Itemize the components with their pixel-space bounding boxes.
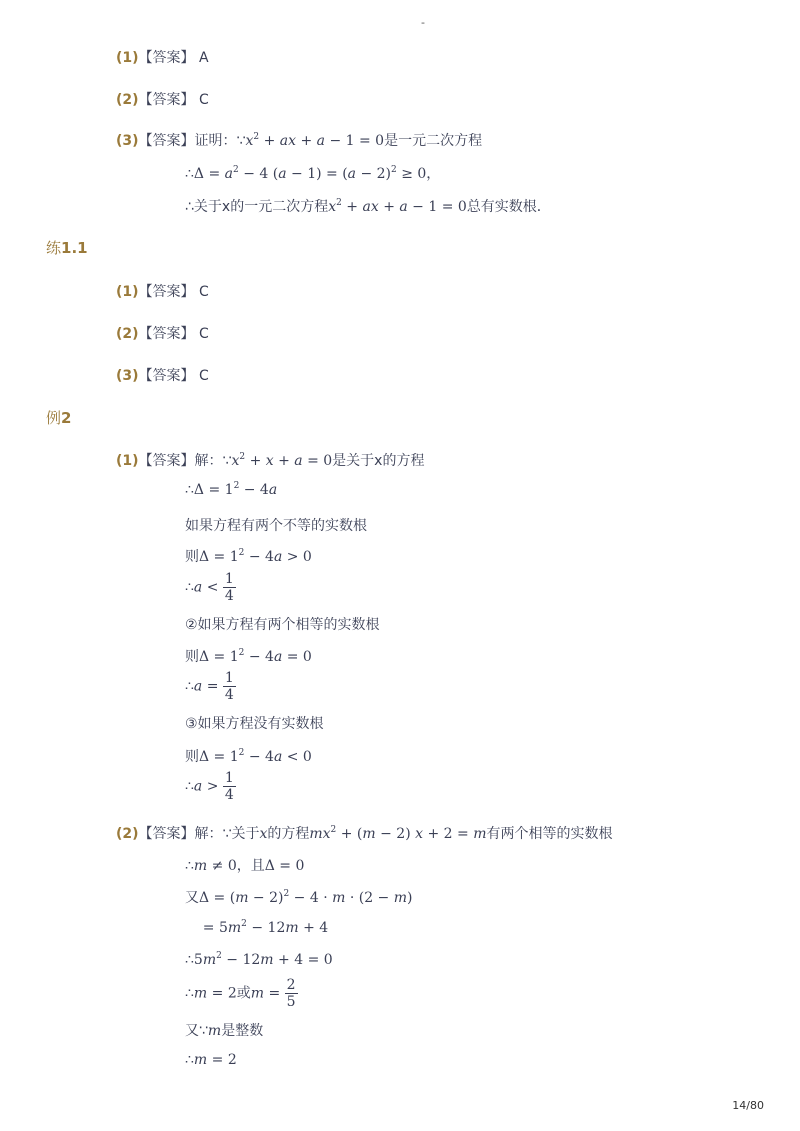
then-word: 则 <box>185 649 199 665</box>
equation: $mx^2 + (m - 2) x + 2 = m$ <box>309 825 487 842</box>
answer-1-1 <box>116 47 209 67</box>
question-number: (1) <box>116 50 139 66</box>
math-line: $\therefore 5m^2 - 12m + 4 = 0$ <box>185 951 333 968</box>
answer-value: C <box>199 326 209 342</box>
proof-prefix: 证明：∵ <box>194 133 246 149</box>
conclusion-line <box>185 196 551 216</box>
text-line: 又∵m是整数 <box>185 1023 264 1039</box>
math-line: 则$\Delta = 1^2 - 4a > 0$ <box>185 548 312 565</box>
answer-2-2 <box>116 323 209 343</box>
line-end: ， <box>426 166 441 182</box>
math-expression: ∴Δ = $a^2 - 4$ $(a - 1) = (a - 2)^2 \ge 0$ <box>185 165 427 182</box>
solution-mid: 的方程 <box>267 826 310 842</box>
fraction: $\frac{1}{4}$ <box>224 770 234 803</box>
conclusion-suffix: 总有实数根． <box>466 199 551 215</box>
then-word: 则 <box>185 549 199 565</box>
fraction: $\frac{2}{5}$ <box>286 977 296 1010</box>
page-number: 14/80 <box>732 1099 764 1112</box>
answer-1-3 <box>116 130 482 150</box>
solution-prefix: 解：∵关于 <box>194 826 260 842</box>
solution-suffix: 是关于x的方程 <box>332 453 425 469</box>
math-line: 则$\Delta = 1^2 - 4a = 0$ <box>185 648 312 665</box>
answer-tag: 【答案】 <box>138 50 195 66</box>
section-number: 2 <box>61 409 72 427</box>
question-number: (3) <box>116 368 139 384</box>
question-number: (2) <box>116 326 139 342</box>
text-line: 如果方程有两个不等的实数根 <box>185 518 367 534</box>
question-number: (3) <box>116 133 139 149</box>
discriminant-line <box>185 163 440 183</box>
math-line: ∴Δ = $1^2 - 4a$ <box>185 481 278 498</box>
math-line: ∴m = 2或m = $\frac{2}{5}$ <box>185 977 296 1010</box>
math-line: 则$\Delta = 1^2 - 4a < 0$ <box>185 748 312 765</box>
math-line: ∴a > $\frac{1}{4}$ <box>185 770 234 803</box>
math-line: 又$\Delta = (m - 2)^2 - 4 \cdot m \cdot (2 - m)$ <box>185 889 413 906</box>
answer-value: C <box>199 284 209 300</box>
answer-value: C <box>199 92 209 108</box>
solution-suffix: 有两个相等的实数根 <box>486 826 613 842</box>
equation: $x^2 + x + a = 0$ <box>231 452 333 469</box>
answer-2-3 <box>116 365 209 385</box>
question-number: (1) <box>116 284 139 300</box>
proof-suffix: 是一元二次方程 <box>384 133 483 149</box>
section-heading <box>46 237 88 258</box>
also-word: 又 <box>185 890 199 906</box>
answer-tag: 【答案】 <box>138 368 195 384</box>
integer-text: 是整数 <box>221 1023 264 1039</box>
question-number: (1) <box>116 453 139 469</box>
math-line: ∴m = 2 <box>185 1052 237 1068</box>
answer-3-1 <box>116 450 424 470</box>
math-line: ∴m ≠ 0，且Δ = 0 <box>185 858 305 874</box>
text-line: ②如果方程有两个相等的实数根 <box>185 617 380 633</box>
question-number: (2) <box>116 826 139 842</box>
section-prefix: 练 <box>46 239 62 257</box>
answer-tag: 【答案】 <box>138 284 195 300</box>
fraction: $\frac{1}{4}$ <box>224 670 234 703</box>
answer-tag: 【答案】 <box>138 326 195 342</box>
answer-value: A <box>199 50 209 66</box>
fraction: $\frac{1}{4}$ <box>224 571 234 604</box>
answer-3-2: (2)【答案】解：∵关于x的方程$mx^2 + (m - 2) x + 2 = m$有两个相等的实数根 <box>116 825 613 842</box>
solution-prefix: 解：∵ <box>194 453 232 469</box>
and-word: ，且 <box>236 858 265 874</box>
question-number: (2) <box>116 92 139 108</box>
equation: $x^2$ + ax + a − 1 = 0 <box>328 198 467 215</box>
header-mark: - <box>421 16 425 29</box>
math-line: = $5m^2 - 12m + 4$ <box>185 919 329 936</box>
answer-tag: 【答案】 <box>138 92 195 108</box>
also-since: 又∵ <box>185 1023 208 1039</box>
answer-tag: 【答案】 <box>138 133 195 149</box>
section-heading <box>46 407 71 428</box>
section-prefix: 例 <box>46 409 62 427</box>
answer-2-1 <box>116 281 209 301</box>
answer-tag: 【答案】 <box>138 826 195 842</box>
equation: $x^2$ + ax + a − 1 = 0 <box>245 132 385 149</box>
answer-1-2 <box>116 89 209 109</box>
answer-value: C <box>199 368 209 384</box>
or-word: 或 <box>236 985 251 1002</box>
math-line: ∴a = $\frac{1}{4}$ <box>185 670 234 703</box>
answer-tag: 【答案】 <box>138 453 195 469</box>
math-line: ∴a < $\frac{1}{4}$ <box>185 571 234 604</box>
then-word: 则 <box>185 749 199 765</box>
section-number: 1.1 <box>61 239 88 257</box>
text-line: ③如果方程没有实数根 <box>185 716 324 732</box>
conclusion-prefix: ∴关于x的一元二次方程 <box>185 199 329 215</box>
